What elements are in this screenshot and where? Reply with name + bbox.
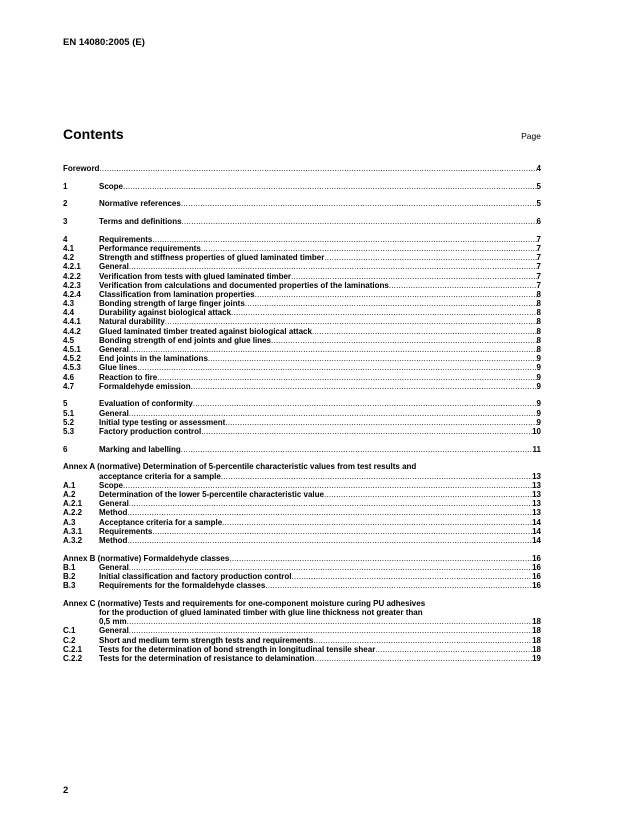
toc-entry-number: 3 bbox=[63, 217, 68, 227]
toc-entry[interactable] bbox=[63, 527, 541, 536]
toc-entry-title: Initial type testing or assessment bbox=[99, 417, 226, 427]
annex-a-title-line2: acceptance criteria for a sample bbox=[99, 471, 221, 481]
toc-entry-number: A.3 bbox=[63, 517, 76, 527]
toc-entry-number: 4.2.3 bbox=[63, 280, 81, 290]
leader-dots bbox=[129, 563, 532, 572]
toc-entry[interactable] bbox=[63, 290, 541, 299]
toc-entry-title: General bbox=[99, 345, 129, 354]
leader-dots bbox=[291, 272, 537, 281]
toc-entry-title: General bbox=[99, 499, 129, 509]
toc-entry[interactable] bbox=[63, 336, 541, 345]
toc-entry-title: Factory production control bbox=[99, 427, 202, 436]
toc-entry-title: Verification from calculations and documented properties of the laminations bbox=[99, 280, 389, 290]
toc-entry-number: 5.2 bbox=[63, 417, 75, 427]
annex-a-title-line1: Annex A (normative) Determination of 5-percentile characteristic values from test results and bbox=[63, 462, 417, 472]
toc-entry[interactable] bbox=[63, 235, 541, 244]
toc-entry-number: 4.2.2 bbox=[63, 271, 81, 281]
toc-entry-number: B.1 bbox=[63, 562, 76, 572]
toc-entry-number: 4.1 bbox=[63, 243, 75, 253]
leader-dots bbox=[129, 409, 537, 418]
toc-entry-number: 4 bbox=[63, 234, 68, 244]
toc-entry-number: 1 bbox=[63, 181, 68, 191]
toc-entry-title: Tests for the determination of resistance to delamination bbox=[99, 653, 315, 663]
toc-entry-page: 13 bbox=[532, 480, 541, 490]
toc-entry-title: Foreword bbox=[63, 164, 100, 173]
leader-dots bbox=[231, 308, 537, 317]
leader-dots bbox=[127, 536, 532, 545]
toc-entry-number: C.2 bbox=[63, 635, 76, 645]
toc-entry-title: Normative references bbox=[99, 199, 181, 209]
toc-entry-page: 18 bbox=[532, 644, 541, 654]
toc-entry[interactable] bbox=[63, 317, 541, 326]
toc-entry[interactable] bbox=[63, 199, 541, 208]
toc-entry[interactable] bbox=[63, 499, 541, 508]
toc-entry[interactable] bbox=[63, 626, 541, 635]
toc-entry[interactable] bbox=[63, 262, 541, 271]
toc-entry-title: Method bbox=[99, 535, 128, 545]
toc-entry[interactable] bbox=[63, 636, 541, 645]
toc-entry[interactable] bbox=[63, 299, 541, 308]
toc-entry[interactable] bbox=[63, 581, 541, 590]
toc-entry-title: Method bbox=[99, 508, 128, 518]
leader-dots bbox=[313, 636, 532, 645]
annex-a-items bbox=[63, 481, 541, 545]
leader-dots bbox=[152, 527, 532, 536]
toc-entry-title: Requirements bbox=[99, 526, 153, 536]
toc-entry-title: Durability against biological attack bbox=[99, 308, 232, 318]
toc-entry-title: Initial classification and factory production control bbox=[99, 571, 292, 581]
annex-c-title-line1: Annex C (normative) Tests and requirements for one-component moisture curing PU adhesives bbox=[63, 598, 426, 608]
document-header: EN 14080:2005 (E) bbox=[63, 37, 145, 48]
toc-entry-number: 4.7 bbox=[63, 381, 75, 391]
toc-entry-page: 14 bbox=[532, 535, 541, 545]
toc-entry-number: C.2.2 bbox=[63, 653, 83, 663]
toc-entry-page: 9 bbox=[536, 381, 541, 391]
toc-entry-page: 8 bbox=[536, 317, 541, 327]
leader-dots bbox=[129, 262, 537, 271]
toc-entry-title: General bbox=[99, 562, 129, 572]
annex-b-block bbox=[63, 554, 541, 591]
toc-entry-page: 9 bbox=[536, 399, 541, 409]
toc-entry-page: 13 bbox=[532, 489, 541, 499]
toc-entry[interactable] bbox=[63, 572, 541, 581]
toc-entry[interactable] bbox=[63, 373, 541, 382]
leader-dots bbox=[193, 399, 537, 408]
toc-entry[interactable] bbox=[63, 363, 541, 372]
toc-entry-page: 18 bbox=[532, 635, 541, 645]
toc-entry-title: Formaldehyde emission bbox=[99, 381, 191, 391]
toc-entry-number: 4.4.1 bbox=[63, 317, 81, 327]
toc-entry-title: Reaction to fire bbox=[99, 372, 158, 382]
toc-entry[interactable] bbox=[63, 409, 541, 418]
toc-entry-number: 6 bbox=[63, 444, 68, 454]
toc-entry-title: Bonding strength of end joints and glue lines bbox=[99, 335, 271, 345]
leader-dots bbox=[389, 281, 537, 290]
toc-entry-number: B.3 bbox=[63, 581, 76, 591]
toc-entry-number: A.2 bbox=[63, 489, 76, 499]
toc-entry-page: 8 bbox=[536, 345, 541, 354]
toc-entry[interactable] bbox=[63, 508, 541, 517]
toc-entry-number: 4.2 bbox=[63, 253, 75, 263]
toc-entry-number: 4.5.2 bbox=[63, 354, 81, 364]
toc-entry-page: 8 bbox=[536, 308, 541, 318]
toc-entry-page: 14 bbox=[532, 517, 541, 527]
leader-dots bbox=[271, 336, 537, 345]
leader-dots bbox=[182, 217, 537, 226]
toc-entry[interactable] bbox=[63, 399, 541, 408]
leader-dots bbox=[129, 499, 532, 508]
page-title: Contents bbox=[63, 126, 124, 142]
toc-entry[interactable] bbox=[63, 382, 541, 391]
toc-entry[interactable] bbox=[63, 253, 541, 262]
toc-entry-title: Short and medium term strength tests and requirements bbox=[99, 635, 314, 645]
toc-entry-page: 7 bbox=[536, 262, 541, 272]
toc-entry-title: Verification from tests with glued laminated timber bbox=[99, 271, 292, 281]
toc-entry[interactable] bbox=[63, 536, 541, 545]
annex-a-block bbox=[63, 462, 541, 545]
toc-entry-page: 7 bbox=[536, 253, 541, 263]
toc-entry-number: C.1 bbox=[63, 626, 76, 636]
toc-entry-number: A.3.2 bbox=[63, 535, 83, 545]
toc-entry-title: Performance requirements bbox=[99, 243, 201, 253]
toc-entry-number: 4.5 bbox=[63, 335, 75, 345]
toc-entry[interactable] bbox=[63, 244, 541, 253]
toc-entry-page: 13 bbox=[532, 508, 541, 518]
toc-entry-title: Requirements for the formaldehyde classes bbox=[99, 581, 266, 591]
leader-dots bbox=[123, 182, 537, 191]
toc-entry-page: 16 bbox=[532, 562, 541, 572]
toc-entry-title: Terms and definitions bbox=[99, 217, 182, 227]
toc-entry[interactable] bbox=[63, 327, 541, 336]
toc-entry-title: Requirements bbox=[99, 234, 153, 244]
toc-entry-number: 4.2.4 bbox=[63, 289, 81, 299]
leader-dots bbox=[314, 654, 532, 663]
toc-entry[interactable] bbox=[63, 563, 541, 572]
toc-entry-page: 9 bbox=[536, 354, 541, 364]
toc-entry-page: 19 bbox=[532, 653, 541, 663]
toc-entry-title: General bbox=[99, 262, 129, 272]
toc-entry-title: Acceptance criteria for a sample bbox=[99, 517, 223, 527]
annex-b-page: 16 bbox=[532, 553, 541, 563]
toc-entry-page: 14 bbox=[532, 526, 541, 536]
leader-dots bbox=[312, 327, 537, 336]
annex-a-page: 13 bbox=[532, 471, 541, 481]
toc-entry-page: 18 bbox=[532, 626, 541, 636]
toc-entry-title: Marking and labelling bbox=[99, 444, 181, 454]
leader-dots bbox=[157, 373, 536, 382]
annex-c-items bbox=[63, 626, 541, 663]
toc-entry-number: 4.2.1 bbox=[63, 262, 81, 272]
toc-entry-page: 7 bbox=[536, 243, 541, 253]
annex-b-title: Annex B (normative) Formaldehyde classes bbox=[63, 553, 230, 563]
leader-dots bbox=[99, 164, 536, 173]
annex-b-title-entry[interactable] bbox=[63, 554, 541, 563]
toc-entry-title: Classification from lamination properties bbox=[99, 289, 255, 299]
leader-dots bbox=[181, 199, 537, 208]
toc-entry[interactable] bbox=[63, 427, 541, 436]
toc-entry[interactable] bbox=[63, 217, 541, 226]
leader-dots bbox=[225, 418, 536, 427]
toc-entry[interactable] bbox=[63, 345, 541, 354]
toc-entry-number: C.2.1 bbox=[63, 644, 83, 654]
toc-entry-title: General bbox=[99, 626, 129, 636]
toc-entry-page: 4 bbox=[536, 164, 541, 173]
leader-dots bbox=[129, 626, 532, 635]
toc-entry[interactable] bbox=[63, 418, 541, 427]
toc-entry-page: 10 bbox=[532, 427, 541, 436]
toc-entry-title: Determination of the lower 5-percentile characteristic value bbox=[99, 489, 324, 499]
leader-dots bbox=[152, 235, 536, 244]
leader-dots bbox=[221, 472, 532, 481]
toc-entry-page: 7 bbox=[536, 271, 541, 281]
annex-c-block bbox=[63, 599, 541, 663]
toc-entry-page: 5 bbox=[536, 199, 541, 209]
toc-entry-title: Evaluation of conformity bbox=[99, 399, 193, 409]
annex-c-title-line2: for the production of glued laminated timber with glue line thickness not greater than bbox=[99, 608, 423, 617]
leader-dots bbox=[291, 572, 532, 581]
toc-entry-page: 9 bbox=[536, 372, 541, 382]
toc-entry[interactable] bbox=[63, 445, 541, 454]
toc-entry-number: 4.3 bbox=[63, 299, 75, 309]
toc-entry[interactable] bbox=[63, 308, 541, 317]
toc-entry-page: 5 bbox=[536, 181, 541, 191]
toc-entry-title: Scope bbox=[99, 181, 124, 191]
toc-entry-number: B.2 bbox=[63, 571, 76, 581]
toc-entry-page: 9 bbox=[536, 408, 541, 418]
leader-dots bbox=[127, 617, 533, 626]
toc-entry[interactable] bbox=[63, 654, 541, 663]
toc-entry-number: A.2.1 bbox=[63, 499, 83, 509]
toc-entry-page: 11 bbox=[532, 444, 541, 454]
leader-dots bbox=[208, 354, 537, 363]
leader-dots bbox=[127, 508, 532, 517]
page-number: 2 bbox=[63, 785, 69, 796]
toc-entry-number: 4.5.1 bbox=[63, 345, 81, 354]
leader-dots bbox=[245, 299, 537, 308]
toc-entry-title: Scope bbox=[99, 480, 124, 490]
toc-entry-page: 16 bbox=[532, 571, 541, 581]
toc-entry[interactable] bbox=[63, 164, 541, 173]
leader-dots bbox=[255, 290, 537, 299]
toc-entry-number: 4.6 bbox=[63, 372, 75, 382]
leader-dots bbox=[201, 427, 532, 436]
toc-entry-page: 16 bbox=[532, 581, 541, 591]
toc-entry-page: 9 bbox=[536, 417, 541, 427]
table-of-contents bbox=[63, 164, 541, 663]
toc-entry-page: 7 bbox=[536, 280, 541, 290]
leader-dots bbox=[229, 554, 532, 563]
page-column-label: Page bbox=[521, 131, 541, 141]
toc-entry-title: Tests for the determination of bond strength in longitudinal tensile shear bbox=[99, 644, 376, 654]
leader-dots bbox=[123, 481, 532, 490]
leader-dots bbox=[201, 244, 537, 253]
annex-c-page: 18 bbox=[532, 617, 541, 627]
toc-entry-title: Glued laminated timber treated against biological attack bbox=[99, 326, 312, 336]
toc-entry-number: 4.4 bbox=[63, 308, 75, 318]
leader-dots bbox=[375, 645, 532, 654]
toc-entry-page: 6 bbox=[536, 217, 541, 227]
toc-entry-number: 5.3 bbox=[63, 427, 75, 436]
toc-entry-number: 4.5.3 bbox=[63, 363, 81, 373]
leader-dots bbox=[265, 581, 532, 590]
toc-entry-title: Bonding strength of large finger joints bbox=[99, 299, 245, 309]
toc-entry-page: 8 bbox=[536, 326, 541, 336]
toc-entry-page: 8 bbox=[536, 335, 541, 345]
leader-dots bbox=[324, 490, 532, 499]
toc-entry[interactable] bbox=[63, 281, 541, 290]
toc-entry-number: 4.4.2 bbox=[63, 326, 81, 336]
toc-entry[interactable] bbox=[63, 490, 541, 499]
leader-dots bbox=[165, 317, 537, 326]
leader-dots bbox=[191, 382, 537, 391]
toc-main-entries bbox=[63, 164, 541, 454]
toc-entry-number: A.2.2 bbox=[63, 508, 83, 518]
leader-dots bbox=[181, 445, 533, 454]
annex-b-items bbox=[63, 563, 541, 591]
toc-entry-page: 7 bbox=[536, 234, 541, 244]
toc-entry-number: A.3.1 bbox=[63, 526, 83, 536]
toc-entry-number: A.1 bbox=[63, 480, 76, 490]
leader-dots bbox=[129, 345, 537, 354]
toc-entry-title: General bbox=[99, 408, 129, 418]
toc-entry[interactable] bbox=[63, 272, 541, 281]
toc-entry-number: 5 bbox=[63, 399, 68, 409]
toc-entry[interactable] bbox=[63, 481, 541, 490]
toc-entry-number: 5.1 bbox=[63, 408, 75, 418]
leader-dots bbox=[324, 253, 536, 262]
toc-entry-title: Strength and stiffness properties of glued laminated timber bbox=[99, 253, 325, 263]
toc-entry[interactable] bbox=[63, 354, 541, 363]
toc-entry[interactable] bbox=[63, 518, 541, 527]
leader-dots bbox=[222, 518, 532, 527]
toc-entry-page: 13 bbox=[532, 499, 541, 509]
annex-c-title-entry[interactable] bbox=[63, 617, 541, 626]
toc-entry-title: Natural durability bbox=[99, 317, 165, 327]
toc-entry-page: 8 bbox=[536, 299, 541, 309]
annex-c-title-line3: 0,5 mm bbox=[99, 617, 127, 627]
toc-entry-title: End joints in the laminations bbox=[99, 354, 208, 364]
toc-entry-page: 9 bbox=[536, 363, 541, 373]
toc-entry-number: 2 bbox=[63, 199, 68, 209]
toc-entry-title: Glue lines bbox=[99, 363, 138, 373]
toc-entry[interactable] bbox=[63, 182, 541, 191]
toc-entry-page: 8 bbox=[536, 289, 541, 299]
toc-entry[interactable] bbox=[63, 645, 541, 654]
annex-a-title-entry[interactable] bbox=[63, 472, 541, 481]
leader-dots bbox=[137, 363, 536, 372]
